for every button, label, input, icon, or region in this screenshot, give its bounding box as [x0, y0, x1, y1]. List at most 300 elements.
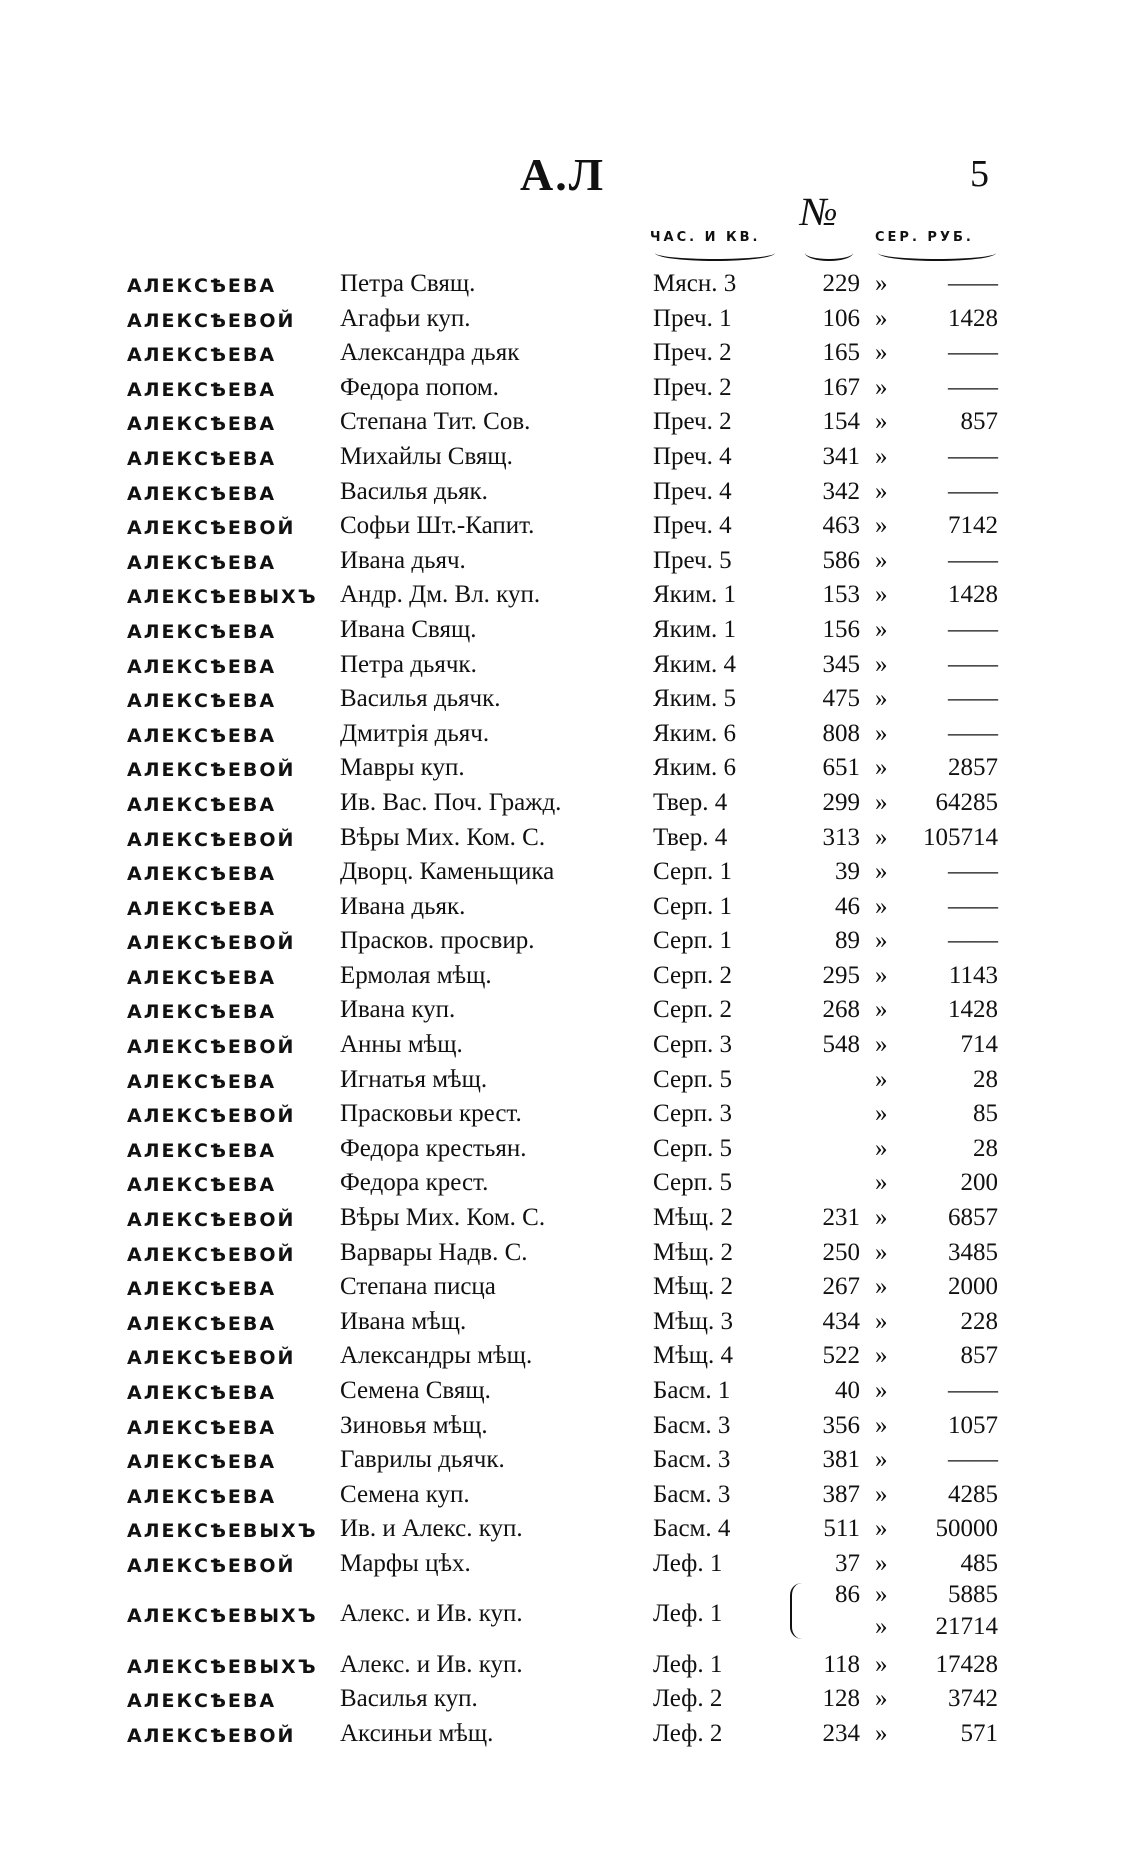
entry-surname: АЛЕКСѢЕВОЙ: [127, 309, 296, 332]
entry-mark: »: [875, 373, 888, 401]
entry-name: Марфы цѣх.: [340, 1549, 471, 1577]
entry-number: 89: [835, 927, 860, 955]
entry-name: Вѣры Мих. Ком. С.: [340, 823, 546, 851]
entry-part: Мѣщ. 2: [653, 1273, 734, 1301]
entry-name: Аксиньи мѣщ.: [340, 1719, 494, 1747]
entry-name: Дворц. Каменьщика: [340, 858, 555, 886]
entry-mark: »: [875, 1100, 888, 1128]
entry-part: Серп. 5: [653, 1169, 732, 1197]
entry-value: 21714: [935, 1612, 998, 1640]
entry-number: 156: [822, 615, 860, 643]
column-header-rubles: СЕР. РУБ.: [875, 230, 974, 245]
entry-mark: »: [875, 615, 888, 643]
entry-number: 231: [822, 1204, 860, 1232]
entry-number: 522: [822, 1342, 860, 1370]
entry-surname: АЛЕКСѢЕВА: [127, 1070, 277, 1093]
entry-part: Леф. 2: [653, 1685, 723, 1713]
entry-name: Семена Свящ.: [340, 1377, 491, 1404]
entry-surname: АЛЕКСѢЕВА: [127, 447, 277, 470]
entry-name: Степана Тит. Сов.: [340, 408, 531, 436]
register-entry: [0, 1133, 1140, 1168]
entry-value: 3742: [948, 1685, 998, 1713]
entry-number: 381: [822, 1446, 860, 1474]
entry-mark: »: [875, 1580, 888, 1608]
column-brace-part: [655, 245, 775, 261]
entry-value: ——: [948, 270, 998, 297]
entry-number: 250: [822, 1238, 860, 1266]
register-entry-split: [0, 1580, 1140, 1649]
entry-surname: АЛЕКСѢЕВА: [127, 1174, 277, 1197]
entry-part: Серп. 5: [653, 1065, 732, 1093]
entry-surname: АЛЕКСѢЕВА: [127, 1485, 277, 1508]
entry-name: Анны мѣщ.: [340, 1031, 463, 1059]
entry-name: Василья дьячк.: [340, 685, 501, 713]
entry-name: Андр. Дм. Вл. куп.: [340, 581, 541, 609]
entry-number: 268: [822, 996, 860, 1024]
entry-mark: »: [875, 961, 888, 989]
entry-mark: »: [875, 581, 888, 609]
entry-number: 128: [822, 1685, 860, 1713]
register-entry: [0, 787, 1140, 822]
entry-name: Ив. и Алекс. куп.: [340, 1515, 523, 1543]
entry-surname: АЛЕКСѢЕВОЙ: [127, 1105, 296, 1128]
register-entry: [0, 1271, 1140, 1306]
entry-surname: АЛЕКСѢЕВЫХЪ: [127, 1655, 318, 1678]
entry-mark: »: [875, 1342, 888, 1370]
entry-name: Ивана дьяк.: [340, 892, 466, 920]
entry-mark: »: [875, 823, 888, 851]
entry-surname: АЛЕКСѢЕВА: [127, 1451, 277, 1474]
entry-value: 1428: [948, 996, 998, 1024]
register-entry: [0, 1718, 1140, 1753]
entry-value: ——: [948, 1446, 998, 1474]
entry-part: Преч. 5: [653, 546, 732, 574]
entry-mark: »: [875, 1134, 888, 1162]
entry-value: ——: [948, 339, 998, 367]
entry-mark: »: [875, 1685, 888, 1713]
register-entry: [0, 614, 1140, 649]
entry-surname: АЛЕКСѢЕВОЙ: [127, 932, 296, 955]
entry-number: 341: [822, 442, 860, 470]
register-entry: [0, 1410, 1140, 1445]
entry-value: ——: [948, 719, 998, 747]
entry-part: Яким. 6: [653, 719, 737, 747]
entry-surname: АЛЕКСѢЕВЫХЪ: [127, 1520, 318, 1543]
entry-part: Мясн. 3: [653, 270, 737, 297]
entry-mark: »: [875, 270, 888, 297]
entry-name: Александра дьяк: [340, 339, 520, 367]
entry-part: Леф. 2: [653, 1719, 723, 1747]
column-brace-number: [805, 245, 853, 261]
entry-part: Яким. 4: [653, 650, 737, 678]
entry-number: 463: [822, 512, 860, 540]
entry-part: Мѣщ. 4: [653, 1342, 734, 1370]
register-entry: [0, 1513, 1140, 1548]
entry-surname: АЛЕКСѢЕВОЙ: [127, 759, 296, 782]
column-header-number: №: [800, 189, 838, 234]
register-entry: [0, 579, 1140, 614]
entry-surname: АЛЕКСѢЕВА: [127, 1278, 277, 1301]
entry-part: Преч. 1: [653, 304, 732, 332]
entry-mark: »: [875, 1446, 888, 1474]
entry-surname: АЛЕКСѢЕВОЙ: [127, 1243, 296, 1266]
entry-name: Вѣры Мих. Ком. С.: [340, 1204, 546, 1232]
register-entry: [0, 268, 1140, 303]
entry-number: 118: [823, 1650, 860, 1678]
entry-value: 85: [973, 1100, 998, 1128]
entry-surname: АЛЕКСѢЕВА: [127, 863, 277, 886]
entry-value: 571: [960, 1719, 998, 1747]
entry-mark: »: [875, 339, 888, 367]
entry-name: Алекс. и Ив. куп.: [340, 1650, 523, 1678]
register-entry: [0, 406, 1140, 441]
entry-part: Басм. 3: [653, 1411, 731, 1439]
entry-name: Федора крест.: [340, 1169, 489, 1197]
entry-name: Ив. Вас. Поч. Гражд.: [340, 788, 562, 816]
entry-surname: АЛЕКСѢЕВА: [127, 482, 277, 505]
entry-surname: АЛЕКСѢЕВОЙ: [127, 828, 296, 851]
entry-part: Преч. 2: [653, 373, 732, 401]
entry-number: 165: [822, 339, 860, 367]
entry-value: 28: [973, 1134, 998, 1162]
entry-number: 434: [822, 1307, 860, 1335]
entry-mark: »: [875, 1273, 888, 1301]
entry-part: Серп. 3: [653, 1031, 732, 1059]
entry-value: 4285: [948, 1480, 998, 1508]
entry-surname: АЛЕКСѢЕВА: [127, 1382, 277, 1404]
entry-number: 342: [822, 477, 860, 505]
entry-value: 1057: [948, 1411, 998, 1439]
entry-part: Леф. 1: [653, 1650, 723, 1678]
entry-surname: АЛЕКСѢЕВА: [127, 1690, 277, 1713]
entry-name: Ивана куп.: [340, 996, 456, 1024]
entry-name: Василья куп.: [340, 1685, 478, 1713]
entry-mark: »: [875, 996, 888, 1024]
entry-value: 857: [960, 1342, 998, 1370]
entry-value: ——: [948, 858, 998, 886]
entry-mark: »: [875, 1612, 888, 1640]
entry-name: Агафьи куп.: [340, 304, 471, 332]
entry-value: 3485: [948, 1238, 998, 1266]
register-entry: [0, 960, 1140, 995]
entry-number: 299: [822, 788, 860, 816]
entry-number: 229: [822, 270, 860, 297]
entry-surname: АЛЕКСѢЕВОЙ: [127, 1554, 296, 1577]
entry-part: Басм. 4: [653, 1515, 731, 1543]
entry-part: Яким. 1: [653, 581, 737, 609]
entry-part: Преч. 4: [653, 512, 732, 540]
register-entry: [0, 1340, 1140, 1375]
entry-value: ——: [948, 442, 998, 470]
entry-value: 857: [960, 408, 998, 436]
entry-mark: »: [875, 1204, 888, 1232]
entry-value: 7142: [948, 512, 998, 540]
entry-name: Василья дьяк.: [340, 477, 488, 505]
entry-mark: »: [875, 858, 888, 886]
entry-name: Ермолая мѣщ.: [340, 961, 492, 989]
register-entry: [0, 891, 1140, 926]
entry-value: 2857: [948, 754, 998, 782]
entry-surname: АЛЕКСѢЕВА: [127, 551, 277, 574]
register-entry: [0, 925, 1140, 960]
entry-mark: »: [875, 1031, 888, 1059]
entry-part: Яким. 1: [653, 615, 737, 643]
register-entry: [0, 476, 1140, 511]
entry-mark: »: [875, 408, 888, 436]
entry-part: Преч. 4: [653, 477, 732, 505]
register-entry: [0, 994, 1140, 1029]
entry-value: 1143: [948, 961, 998, 989]
entry-surname: АЛЕКСѢЕВА: [127, 620, 277, 643]
entry-name: Прасковьи крест.: [340, 1100, 522, 1128]
entry-name: Игнатья мѣщ.: [340, 1065, 488, 1093]
entry-surname: АЛЕКСѢЕВА: [127, 655, 277, 678]
entry-mark: »: [875, 1238, 888, 1266]
entry-surname: АЛЕКСѢЕВА: [127, 1001, 277, 1024]
entry-number: 651: [822, 754, 860, 782]
register-entry: [0, 1683, 1140, 1718]
entry-mark: »: [875, 1719, 888, 1747]
entry-surname: АЛЕКСѢЕВА: [127, 1139, 277, 1162]
register-entry: [0, 1649, 1140, 1684]
entry-number: 295: [822, 961, 860, 989]
entry-number: 86: [835, 1580, 860, 1608]
entry-number: 40: [835, 1377, 860, 1404]
register-entry: [0, 718, 1140, 753]
entry-part: Серп. 2: [653, 996, 732, 1024]
entry-part: Серп. 1: [653, 858, 732, 886]
register-entry: [0, 441, 1140, 476]
entry-part: Серп. 1: [653, 927, 732, 955]
entry-part: Мѣщ. 2: [653, 1204, 734, 1232]
entry-part: Твер. 4: [653, 823, 728, 851]
entry-value: 228: [960, 1307, 998, 1335]
entry-mark: »: [875, 788, 888, 816]
entry-part: Мѣщ. 2: [653, 1238, 734, 1266]
entry-name: Петра дьячк.: [340, 650, 477, 678]
entry-value: 5885: [948, 1580, 998, 1608]
register-entry: [0, 683, 1140, 718]
entry-name: Алекс. и Ив. куп.: [340, 1599, 523, 1627]
entry-name: Семена куп.: [340, 1480, 470, 1508]
entry-name: Степана писца: [340, 1273, 496, 1301]
register-entry: [0, 1064, 1140, 1099]
register-entry: [0, 1375, 1140, 1410]
entry-number: 313: [822, 823, 860, 851]
entry-surname: АЛЕКСѢЕВЫХЪ: [127, 586, 318, 609]
entry-value: 17428: [935, 1650, 998, 1678]
entry-surname: АЛЕКСѢЕВА: [127, 413, 277, 436]
entry-surname: АЛЕКСѢЕВА: [127, 724, 277, 747]
register-entry: [0, 1167, 1140, 1202]
entry-part: Леф. 1: [653, 1549, 723, 1577]
entry-surname: АЛЕКСѢЕВОЙ: [127, 1347, 296, 1370]
entry-mark: »: [875, 477, 888, 505]
entry-mark: »: [875, 304, 888, 332]
entry-value: 714: [960, 1031, 998, 1059]
entry-name: Александры мѣщ.: [340, 1342, 533, 1370]
entry-number: 808: [822, 719, 860, 747]
register-entry: [0, 752, 1140, 787]
entry-mark: »: [875, 892, 888, 920]
column-header-part: ЧАС. И КВ.: [650, 230, 761, 245]
page-number: 5: [970, 153, 989, 195]
entry-value: ——: [948, 615, 998, 643]
entry-mark: »: [875, 512, 888, 540]
entry-name: Мавры куп.: [340, 754, 465, 782]
register-entry: [0, 510, 1140, 545]
register-entry: [0, 1029, 1140, 1064]
entry-value: 64285: [935, 788, 998, 816]
entry-value: ——: [948, 685, 998, 713]
entry-name: Михайлы Свящ.: [340, 442, 513, 470]
column-brace-rubles: [878, 245, 996, 261]
entry-mark: »: [875, 685, 888, 713]
register-entry: [0, 1237, 1140, 1272]
entry-number: 37: [835, 1549, 860, 1577]
entry-mark: »: [875, 1065, 888, 1093]
entry-value: 1428: [948, 304, 998, 332]
entry-surname: АЛЕКСѢЕВЫХЪ: [127, 1604, 318, 1627]
entry-value: ——: [948, 477, 998, 505]
entry-mark: »: [875, 1650, 888, 1678]
entry-name: Ивана дьяч.: [340, 546, 466, 574]
register-entry: [0, 1479, 1140, 1514]
entry-surname: АЛЕКСѢЕВА: [127, 897, 277, 920]
entry-mark: »: [875, 546, 888, 574]
entry-name: Софьи Шт.-Капит.: [340, 512, 535, 540]
register-entry: [0, 1444, 1140, 1479]
entry-number: 154: [822, 408, 860, 436]
entry-part: Яким. 6: [653, 754, 737, 782]
register-entry: [0, 1098, 1140, 1133]
entry-number: 345: [822, 650, 860, 678]
entry-number: 153: [822, 581, 860, 609]
entry-part: Твер. 4: [653, 788, 728, 816]
entry-mark: »: [875, 719, 888, 747]
entry-value: ——: [948, 1377, 998, 1404]
register-entry: [0, 1306, 1140, 1341]
entry-mark: »: [875, 1549, 888, 1577]
entry-surname: АЛЕКСѢЕВА: [127, 344, 277, 367]
entry-number: 46: [835, 892, 860, 920]
entry-number: 106: [822, 304, 860, 332]
entry-name: Федора крестьян.: [340, 1134, 527, 1162]
entry-mark: »: [875, 650, 888, 678]
entry-value: 28: [973, 1065, 998, 1093]
entry-number: 167: [822, 373, 860, 401]
entry-name: Петра Свящ.: [340, 270, 476, 297]
entry-part: Мѣщ. 3: [653, 1307, 734, 1335]
entry-name: Гаврилы дьячк.: [340, 1446, 505, 1474]
entry-part: Преч. 2: [653, 408, 732, 436]
register-entry: [0, 372, 1140, 407]
entry-number: 511: [823, 1515, 860, 1543]
entry-part: Серп. 3: [653, 1100, 732, 1128]
register-entry: [0, 856, 1140, 891]
entry-value: ——: [948, 927, 998, 955]
entry-name: Прасков. просвир.: [340, 927, 535, 955]
register-entry: [0, 649, 1140, 684]
entry-number: 39: [835, 858, 860, 886]
entry-name: Ивана Свящ.: [340, 615, 477, 643]
entry-surname: АЛЕКСѢЕВОЙ: [127, 1724, 296, 1747]
entry-mark: »: [875, 754, 888, 782]
entry-mark: »: [875, 1411, 888, 1439]
entry-part: Леф. 1: [653, 1599, 723, 1627]
entry-part: Серп. 2: [653, 961, 732, 989]
entry-number: 387: [822, 1480, 860, 1508]
entry-part: Преч. 4: [653, 442, 732, 470]
entry-number: 586: [822, 546, 860, 574]
register-entry: [0, 545, 1140, 580]
entry-mark: »: [875, 442, 888, 470]
entry-value: 105714: [923, 823, 998, 851]
entry-value: ——: [948, 373, 998, 401]
entry-surname: АЛЕКСѢЕВА: [127, 966, 277, 989]
entry-part: Серп. 1: [653, 892, 732, 920]
entry-name: Ивана мѣщ.: [340, 1307, 467, 1335]
entry-mark: »: [875, 927, 888, 955]
entry-surname: АЛЕКСѢЕВА: [127, 1416, 277, 1439]
entry-surname: АЛЕКСѢЕВА: [127, 690, 277, 713]
entry-value: ——: [948, 650, 998, 678]
entry-surname: АЛЕКСѢЕВА: [127, 793, 277, 816]
entry-mark: »: [875, 1307, 888, 1335]
entry-part: Яким. 5: [653, 685, 737, 713]
entry-value: 50000: [935, 1515, 998, 1543]
register-entry: [0, 1548, 1140, 1583]
entry-value: 6857: [948, 1204, 998, 1232]
entry-surname: АЛЕКСѢЕВОЙ: [127, 517, 296, 540]
entry-part: Басм. 3: [653, 1480, 731, 1508]
entry-surname: АЛЕКСѢЕВОЙ: [127, 1209, 296, 1232]
entry-number: 234: [822, 1719, 860, 1747]
register-entry: [0, 337, 1140, 372]
entry-value: 485: [960, 1549, 998, 1577]
entry-mark: »: [875, 1515, 888, 1543]
entry-value: 200: [960, 1169, 998, 1197]
entry-number: 475: [822, 685, 860, 713]
section-heading: А.Л: [520, 149, 605, 200]
entry-number: 356: [822, 1411, 860, 1439]
entry-name: Варвары Надв. С.: [340, 1238, 528, 1266]
register-list: [0, 268, 1140, 1752]
register-entry: [0, 303, 1140, 338]
entry-surname: АЛЕКСѢЕВА: [127, 1312, 277, 1335]
register-entry: [0, 1202, 1140, 1237]
entry-part: Басм. 1: [653, 1377, 731, 1404]
entry-value: 1428: [948, 581, 998, 609]
entry-name: Зиновья мѣщ.: [340, 1411, 488, 1439]
entry-value: 2000: [948, 1273, 998, 1301]
entry-mark: »: [875, 1480, 888, 1508]
entry-number: 548: [822, 1031, 860, 1059]
entry-mark: »: [875, 1169, 888, 1197]
entry-number: 267: [822, 1273, 860, 1301]
entry-name: Федора попом.: [340, 373, 499, 401]
entry-value: ——: [948, 892, 998, 920]
entry-name: Дмитрія дьяч.: [340, 719, 490, 747]
entry-part: Серп. 5: [653, 1134, 732, 1162]
entry-part: Басм. 3: [653, 1446, 731, 1474]
entry-surname: АЛЕКСѢЕВА: [127, 378, 277, 401]
entry-surname: АЛЕКСѢЕВА: [127, 275, 277, 297]
entry-part: Преч. 2: [653, 339, 732, 367]
register-entry: [0, 822, 1140, 857]
entry-surname: АЛЕКСѢЕВОЙ: [127, 1036, 296, 1059]
entry-mark: »: [875, 1377, 888, 1404]
